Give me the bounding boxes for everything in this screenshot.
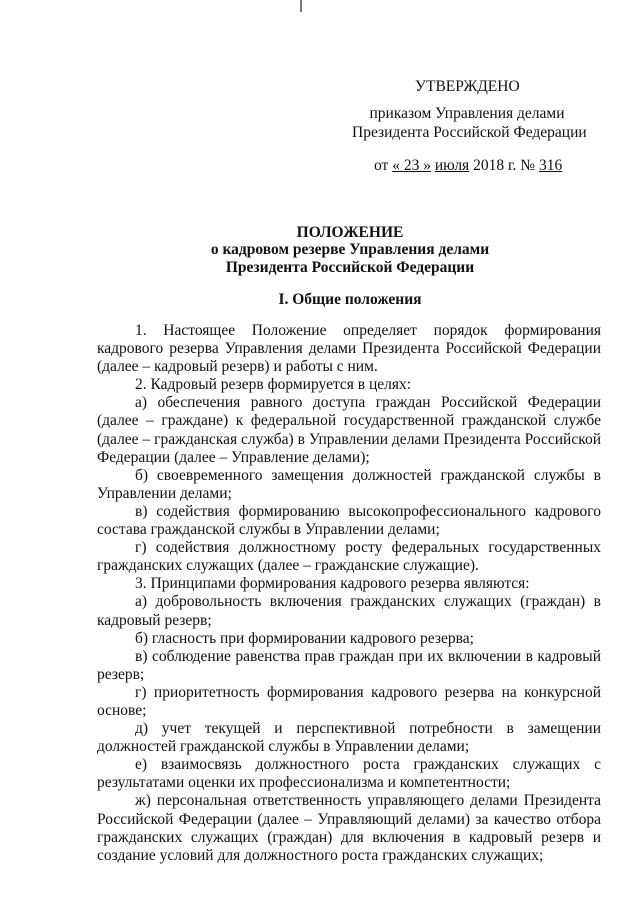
paragraph: е) взаимосвязь должностного роста гражданских служащих с результатами оценки их профессионализма и компетентности; (97, 756, 601, 792)
paragraph: в) содействия формированию высокопрофессионального кадрового состава гражданской службы в Управлении делами; (97, 502, 601, 539)
approval-org-line: Президента Российской Федерации (352, 124, 587, 141)
approval-date-line: от « 23 » июля 2018 г. № 316 (374, 157, 563, 174)
section-heading: I. Общие положения (278, 291, 422, 308)
paragraph: 3. Принципами формирования кадрового резерва являются: (135, 575, 530, 593)
order-number: 316 (538, 157, 563, 174)
paragraph: б) своевременного замещения должностей гражданской службы в Управлении делами; (97, 466, 601, 502)
paragraph: 2. Кадровый резерв формируется в целях: (135, 376, 412, 394)
paragraph: д) учет текущей и перспективной потребности в замещении должностей гражданской службы в Управлении делами; (97, 720, 601, 756)
paragraph: 1. Настоящее Положение определяет порядок формирования кадрового резерва Управления делами Президента Российской Федерации (далее – кадровый резерв) и работы с ним. (97, 322, 601, 376)
paragraph: ж) персональная ответственность управляющего делами Президента Российской Федерации (далее – Управляющий делами) за качество отбора гражданских служащих (граждан) для включения в кадровый резерв и создание условий для должностного роста гражданских служащих; (97, 792, 601, 864)
date-month: июля (434, 157, 470, 174)
approval-order-line: приказом Управления делами (369, 105, 565, 122)
paragraph: б) гласность при формировании кадрового резерва; (135, 629, 474, 647)
paragraph: а) обеспечения равного доступа граждан Российской Федерации (далее – граждане) к федеральной государственной гражданской службе (далее – гражданская служба) в Управлении делами Президента Российской Федерации (далее – Управление делами); (97, 394, 601, 466)
paragraph: а) добровольность включения гражданских служащих (граждан) в кадровый резерв; (97, 593, 601, 629)
paragraph: в) соблюдение равенства прав граждан при их включении в кадровый резерв; (97, 647, 601, 683)
document-subtitle-line2: Президента Российской Федерации (225, 259, 475, 276)
date-day: « 23 » (392, 157, 431, 174)
document-title: ПОЛОЖЕНИЕ (296, 224, 404, 241)
paragraph: г) приоритетность формирования кадрового резерва на конкурсной основе; (97, 683, 601, 719)
approved-label: УТВЕРЖДЕНО (415, 78, 520, 95)
document-subtitle-line1: о кадровом резерве Управления делами (210, 241, 490, 258)
body-text (97, 322, 601, 865)
scan-mark (300, 0, 302, 12)
paragraph: г) содействия должностному росту федеральных государственных гражданских служащих (далее – гражданские служащие). (97, 539, 601, 575)
